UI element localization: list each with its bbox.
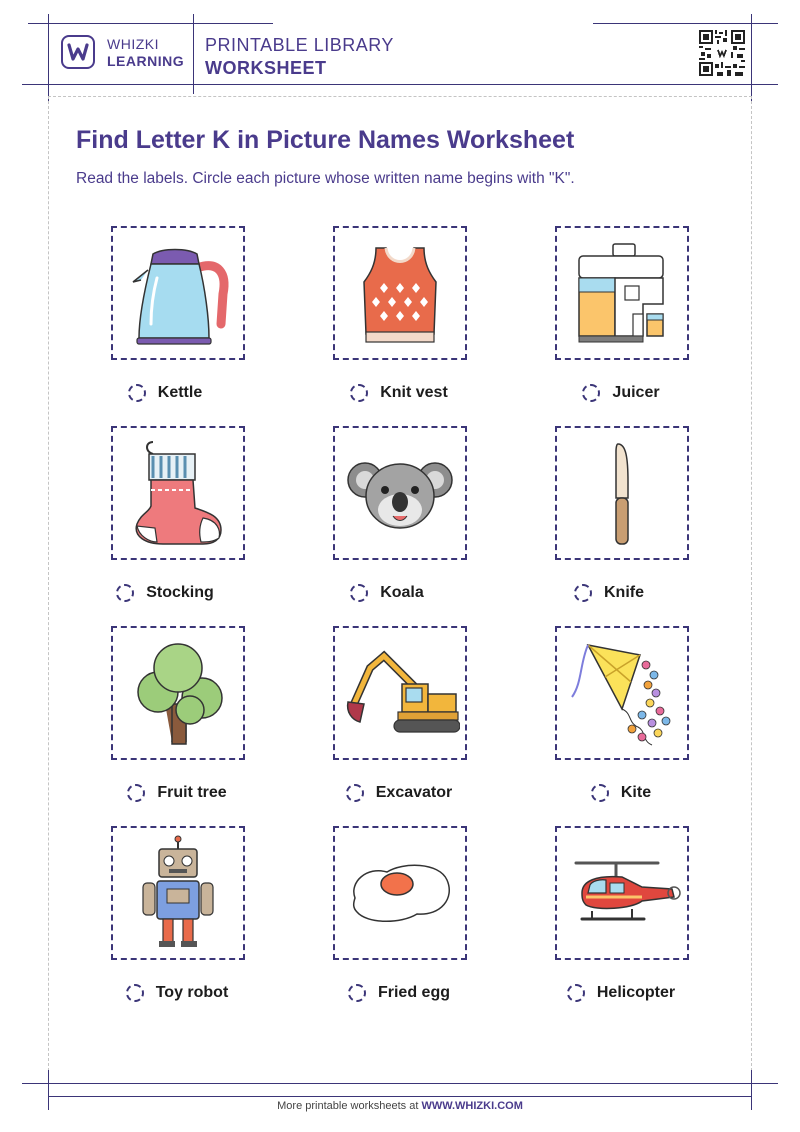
picture-card-fried-egg[interactable]	[333, 826, 467, 960]
picture-label: Juicer	[612, 384, 660, 401]
footer-site-link[interactable]: WWW.WHIZKI.COM	[421, 1100, 523, 1112]
answer-circle[interactable]	[350, 384, 368, 402]
answer-option	[289, 982, 509, 1004]
footer-rule-bottom	[48, 1096, 752, 1097]
picture-card-juicer[interactable]	[555, 226, 689, 360]
juicer-icon	[567, 238, 677, 348]
picture-label: Kite	[620, 784, 652, 801]
picture-card-kite[interactable]	[555, 626, 689, 760]
picture-label: Stocking	[146, 584, 214, 601]
picture-label: Koala	[380, 584, 424, 601]
picture-label: Fruit tree	[157, 784, 227, 801]
fried-egg-icon	[345, 858, 455, 928]
picture-label: Helicopter	[596, 984, 676, 1001]
answer-option	[511, 782, 731, 804]
picture-card-koala[interactable]	[333, 426, 467, 560]
brand-line-2: LEARNING	[107, 53, 185, 69]
answer-option	[511, 382, 731, 404]
answer-circle[interactable]	[128, 384, 146, 402]
picture-card-knit-vest[interactable]	[333, 226, 467, 360]
library-line-1: PRINTABLE LIBRARY	[205, 35, 394, 55]
answer-option	[289, 382, 509, 404]
picture-label: Excavator	[375, 784, 453, 801]
answer-option	[289, 782, 509, 804]
helicopter-icon	[562, 853, 682, 933]
picture-label: Fried egg	[377, 984, 450, 1001]
picture-card-toy-robot[interactable]	[111, 826, 245, 960]
answer-circle[interactable]	[127, 784, 145, 802]
picture-label: Knife	[604, 584, 644, 601]
toy-robot-icon	[133, 835, 223, 951]
answer-circle[interactable]	[582, 384, 600, 402]
picture-card-fruit-tree[interactable]	[111, 626, 245, 760]
answer-circle[interactable]	[591, 784, 609, 802]
library-line-2: WORKSHEET	[205, 58, 327, 78]
worksheet-title: Find Letter K in Picture Names Worksheet	[76, 126, 575, 154]
picture-label: Knit vest	[380, 384, 448, 401]
kite-icon	[562, 633, 682, 753]
answer-circle[interactable]	[348, 984, 366, 1002]
footer-note	[0, 1100, 800, 1112]
answer-option	[67, 782, 287, 804]
answer-circle[interactable]	[126, 984, 144, 1002]
picture-label: Toy robot	[155, 984, 229, 1001]
answer-circle[interactable]	[116, 584, 134, 602]
answer-option	[277, 582, 497, 604]
picture-card-kettle[interactable]	[111, 226, 245, 360]
header-divider-right	[751, 14, 752, 104]
answer-circle[interactable]	[350, 584, 368, 602]
logo-w-icon	[67, 42, 89, 62]
answer-circle[interactable]	[346, 784, 364, 802]
answer-option	[511, 982, 731, 1004]
picture-card-helicopter[interactable]	[555, 826, 689, 960]
knit-vest-icon	[350, 238, 450, 348]
answer-circle[interactable]	[574, 584, 592, 602]
whizki-logo	[61, 35, 95, 69]
koala-icon	[345, 448, 455, 538]
footer-rule-top	[22, 1083, 778, 1084]
worksheet-instructions: Read the labels. Circle each picture whose written name begins with "K".	[76, 170, 575, 187]
header-divider-mid	[193, 14, 194, 94]
header-divider-left	[48, 14, 49, 104]
kettle-icon	[123, 238, 233, 348]
excavator-icon	[340, 648, 460, 738]
stocking-icon	[123, 438, 233, 548]
header-rule-bottom	[22, 84, 778, 85]
picture-card-knife[interactable]	[555, 426, 689, 560]
answer-option	[67, 982, 287, 1004]
knife-icon	[602, 438, 642, 548]
answer-option	[499, 582, 719, 604]
library-label	[205, 34, 394, 80]
brand-name	[107, 36, 184, 70]
answer-option	[55, 382, 275, 404]
footer-text: More printable worksheets at	[277, 1100, 419, 1112]
picture-label: Kettle	[157, 384, 203, 401]
answer-circle[interactable]	[567, 984, 585, 1002]
picture-card-excavator[interactable]	[333, 626, 467, 760]
qr-code-icon[interactable]	[699, 30, 745, 76]
answer-option	[55, 582, 275, 604]
fruit-tree-icon	[128, 638, 228, 748]
header-rule-left	[28, 23, 273, 24]
picture-card-stocking[interactable]	[111, 426, 245, 560]
brand-line-1: WHIZKI	[107, 36, 159, 52]
